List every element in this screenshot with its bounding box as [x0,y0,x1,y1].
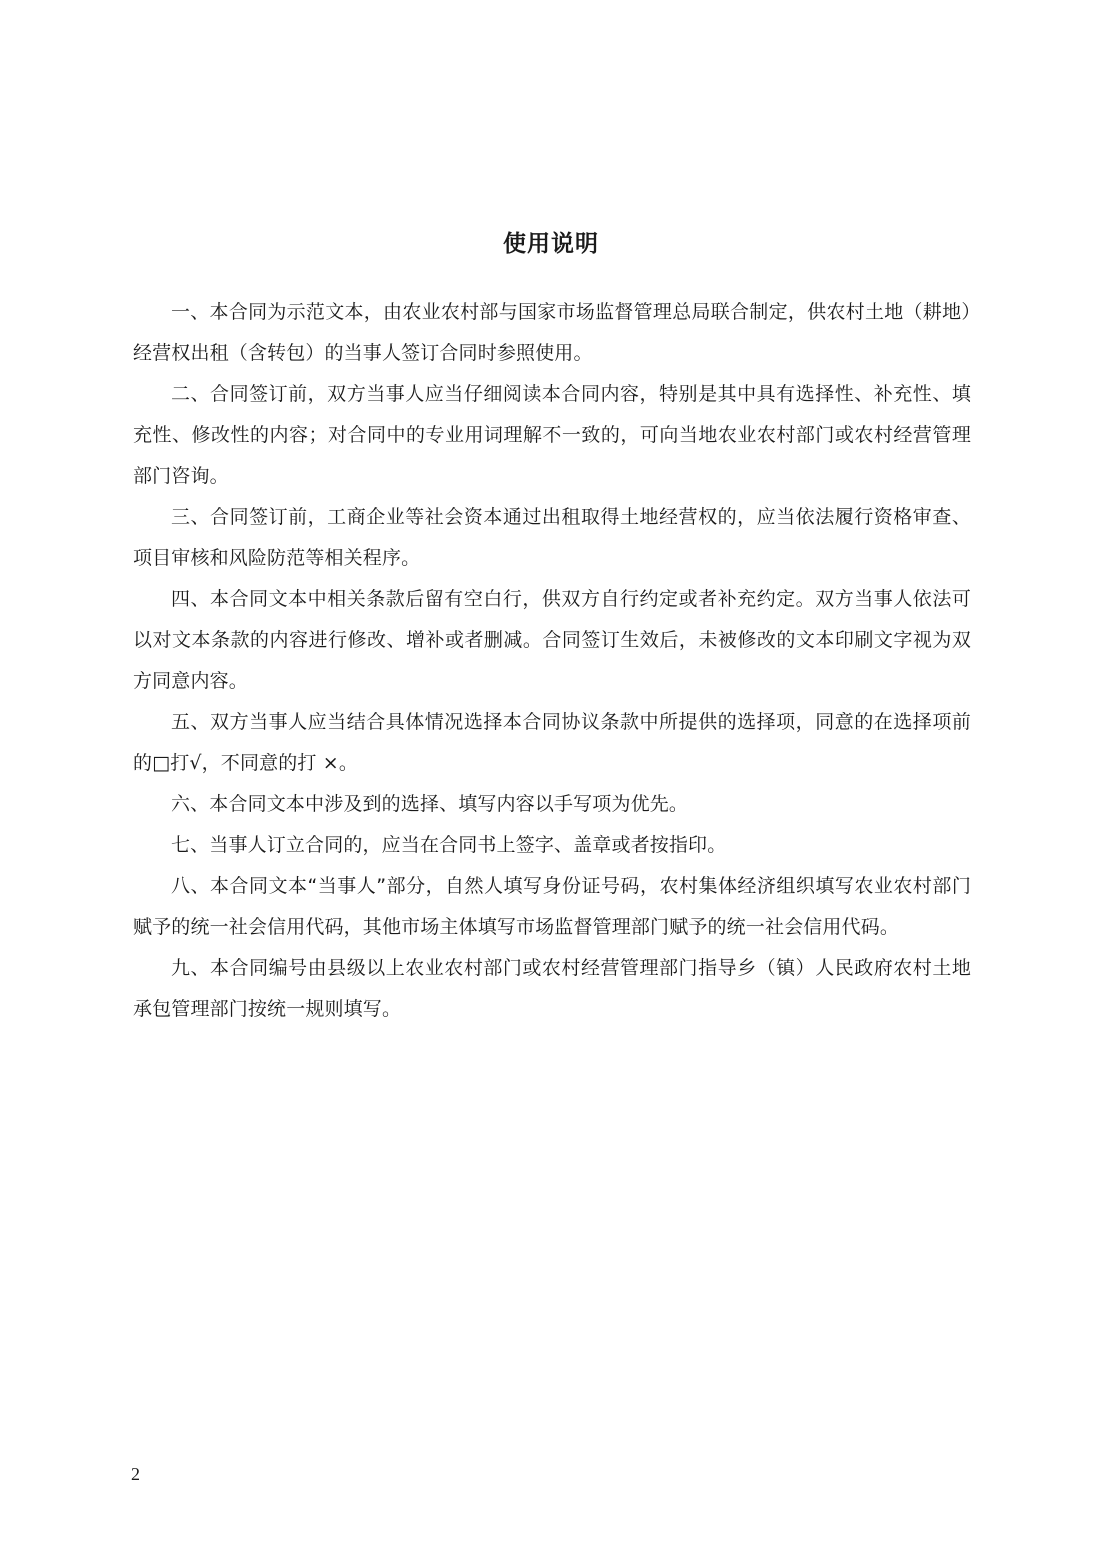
instruction-paragraph-3: 三、合同签订前，工商企业等社会资本通过出租取得土地经营权的，应当依法履行资格审查、项目审核和风险防范等相关程序。 [133,506,971,569]
instruction-paragraph-9: 九、本合同编号由县级以上农业农村部门或农村经营管理部门指导乡（镇）人民政府农村土地承包管理部门按统一规则填写。 [133,957,971,1020]
page-title: 使用说明 [503,231,599,257]
instruction-paragraph-2: 二、合同签订前，双方当事人应当仔细阅读本合同内容，特别是其中具有选择性、补充性、填充性、修改性的内容；对合同中的专业用词理解不一致的，可向当地农业农村部门或农村经营管理部门咨询。 [133,383,971,487]
instruction-paragraph-1: 一、本合同为示范文本，由农业农村部与国家市场监督管理总局联合制定，供农村土地（耕地）经营权出租（含转包）的当事人签订合同时参照使用。 [133,301,971,364]
instructions-body [133,292,971,1030]
page-number: 2 [131,1464,140,1484]
instruction-paragraph-7: 七、当事人订立合同的，应当在合同书上签字、盖章或者按指印。 [171,834,727,856]
instruction-paragraph-6: 六、本合同文本中涉及到的选择、填写内容以手写项为优先。 [171,793,689,815]
instruction-paragraph-8: 八、本合同文本“当事人”部分，自然人填写身份证号码，农村集体经济组织填写农业农村部门赋予的统一社会信用代码，其他市场主体填写市场监督管理部门赋予的统一社会信用代码。 [133,875,971,938]
instruction-paragraph-5: 五、双方当事人应当结合具体情况选择本合同协议条款中所提供的选择项，同意的在选择项前的□打√，不同意的打 ×。 [133,711,971,774]
instruction-paragraph-4: 四、本合同文本中相关条款后留有空白行，供双方自行约定或者补充约定。双方当事人依法可以对文本条款的内容进行修改、增补或者删减。合同签订生效后，未被修改的文本印刷文字视为双方同意内容。 [133,588,971,692]
